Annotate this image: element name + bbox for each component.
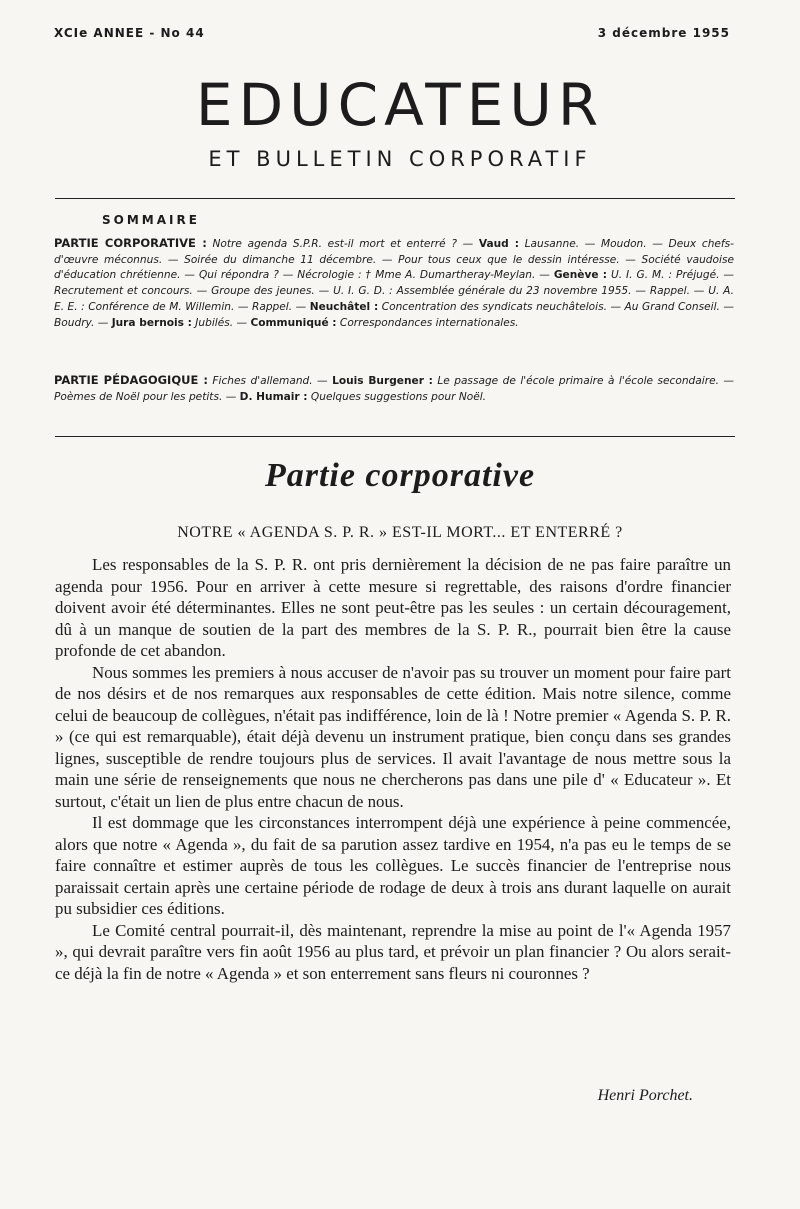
- sommaire-item-text: Correspondances internationales.: [336, 316, 519, 329]
- sommaire-item-text: U. I. G. M. : Préjugé. — Recrutement et concours. — Groupe des jeunes. — U. I. G. D. : Assemblée générale du 23 novembre 1955. — Rappel. — U. A. E. E. : Conférence de M. Willemin. — Rappel. —: [54, 269, 735, 313]
- article-title: NOTRE « AGENDA S. P. R. » EST-IL MORT... ET ENTERRÉ ?: [177, 524, 623, 541]
- bottom-divider: [55, 436, 735, 437]
- issue-date: 3 décembre 1955: [597, 26, 730, 40]
- sommaire-item-text: Quelques suggestions pour Noël.: [307, 390, 487, 403]
- article-paragraph: Le Comité central pourrait-il, dès maintenant, reprendre la mise au point de l'« Agenda 1957 », qui devrait paraître vers fin août 1956 au plus tard, et prévoir un plan financier ? Ou alors serait-ce déjà la fin de notre « Agenda » et son enterrement sans fleurs ni couronnes ?: [55, 920, 731, 983]
- corporative-contents: [54, 238, 734, 329]
- sommaire-label: SOMMAIRE: [102, 213, 200, 227]
- author-signature: Henri Porchet.: [597, 1087, 693, 1104]
- sommaire-item-text: Lausanne. — Moudon. — Deux chefs-d'œuvre méconnus. — Soirée du dimanche 11 décembre. — Pour tous ceux que le dessin intéresse. — Société vaudoise d'éducation chrétienne. — Qui répondra ? — Nécrologie : † Mme A. Dumartheray-Meylan. —: [54, 238, 734, 282]
- sommaire-corporative: [54, 236, 734, 331]
- article-body: [55, 554, 731, 984]
- sommaire-region-label: Jura bernois :: [111, 316, 192, 329]
- sommaire-region-label: D. Humair :: [239, 390, 308, 403]
- top-divider: [55, 198, 735, 199]
- sommaire-region-label: Neuchâtel :: [309, 300, 379, 313]
- corporative-heading: PARTIE CORPORATIVE :: [54, 236, 207, 250]
- article-paragraph: Les responsables de la S. P. R. ont pris dernièrement la décision de ne pas faire paraître un agenda pour 1956. Pour en arriver à cette mesure si regrettable, des raisons d'ordre financier doivent avoir été déterminantes. Elles ne sont peut-être pas les seules : un certain découragement, dû à un manque de soutien de la part des membres de la S. P. R., pourrait bien être la cause profonde de cet abandon.: [55, 555, 731, 660]
- sommaire-item-text: Le passage de l'école primaire à l'école secondaire. — Poèmes de Noël pour les petits. —: [54, 375, 734, 403]
- article-paragraph: Nous sommes les premiers à nous accuser de n'avoir pas su trouver un moment pour faire part de nos désirs et de nos remarques aux responsables de cette édition. Mais notre silence, comme celui de beaucoup de collègues, n'était pas indifférence, loin de là ! Notre premier « Agenda S. P. R. » (ce qui est remarquable), était déjà devenu un instrument pratique, bien conçu dans ses grandes lignes, susceptible de rendre toujours plus de services. Il avait l'avantage de nous mettre sous la main une série de renseignements que nous ne chercherons pas dans une pile d' « Educateur ». Et surtout, c'était un lien de plus entre chacun de nous.: [55, 662, 731, 811]
- sommaire-item-text: Concentration des syndicats neuchâtelois. — Au Grand Conseil. — Boudry. —: [54, 300, 734, 329]
- sommaire-item-text: Notre agenda S.P.R. est-il mort et enterré ? —: [212, 238, 479, 250]
- journal-title: EDUCATEUR: [195, 71, 605, 139]
- sommaire-region-label: Vaud :: [478, 238, 519, 250]
- journal-subtitle: ET BULLETIN CORPORATIF: [208, 147, 592, 171]
- pedagogique-heading: PARTIE PÉDAGOGIQUE :: [54, 373, 208, 387]
- section-title: Partie corporative: [264, 457, 536, 494]
- issue-number: XCIe ANNEE - No 44: [54, 26, 205, 40]
- sommaire-pedagogique: [54, 373, 734, 405]
- sommaire-item-text: Jubilés. —: [191, 316, 251, 329]
- sommaire-item-text: Fiches d'allemand. —: [212, 375, 333, 387]
- sommaire-region-label: Communiqué :: [250, 316, 337, 329]
- sommaire-region-label: Genève :: [553, 269, 608, 282]
- article-paragraph: Il est dommage que les circonstances interrompent déjà une expérience à peine commencée, alors que notre « Agenda », du fait de sa parution assez tardive en 1954, n'a pas eu le temps de se faire connaître et estimer auprès de tous les collègues. Le succès financier de l'entreprise nous paraissait certain après une certaine période de rodage de deux à trois ans durant laquelle on aurait pu subsidier ces éditions.: [55, 813, 731, 918]
- sommaire-region-label: Louis Burgener :: [332, 375, 433, 387]
